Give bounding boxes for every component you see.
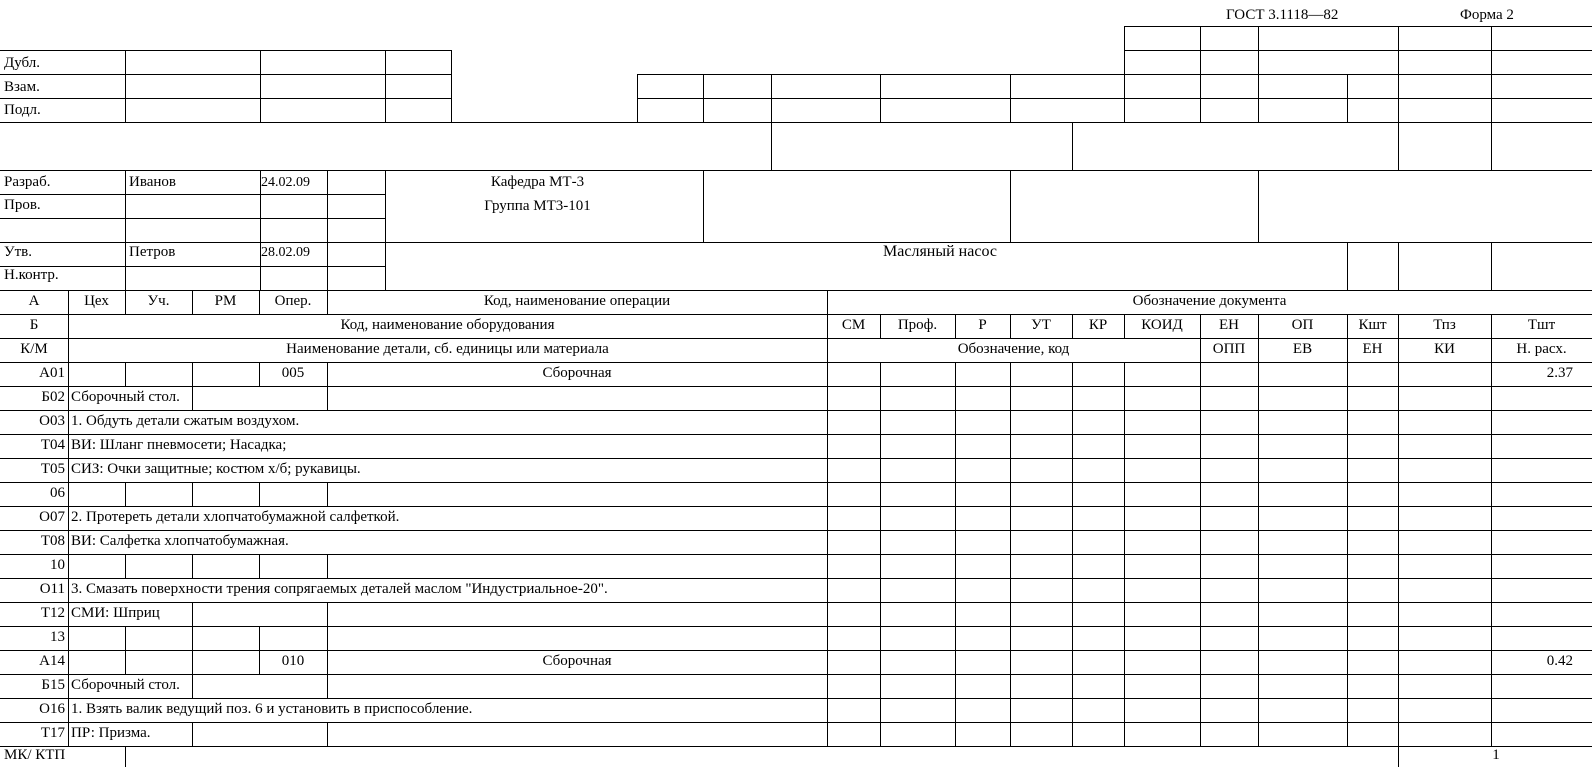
label-utv: Утв. [4,244,33,260]
utv-date: 28.02.09 [261,245,310,260]
label-razrab: Разраб. [4,174,51,190]
col-tpz: Тпз [1433,317,1456,333]
row-code: Т17 [40,725,65,741]
razrab-name: Иванов [129,174,176,190]
row-text: 1. Обдуть детали сжатым воздухом. [71,413,300,429]
razrab-date: 24.02.09 [261,175,310,190]
row-tsht: 2.37 [1546,365,1573,381]
row-text: ВИ: Салфетка хлопчатобумажная. [71,533,289,549]
label-dubl: Дубл. [4,55,41,71]
col-doc: Обозначение документа [1132,293,1287,309]
group: Группа МТ3-101 [484,198,591,214]
page-number: 1 [1492,747,1500,763]
row-text: Сборочный стол. [71,389,180,405]
row-text: СМИ: Шприц [71,605,160,621]
col-r: Р [978,317,987,333]
col-uch: Уч. [147,293,170,309]
product-name: Масляный насос [883,243,997,260]
row-code: Б15 [41,677,65,693]
row-text: Сборочный стол. [71,677,180,693]
col-en: ЕН [1219,317,1239,333]
row-tsht: 0.42 [1546,653,1573,669]
row-text: 3. Смазать поверхности трения сопрягаемых деталей маслом "Индустриальное-20". [71,581,608,597]
col-cm: СМ [841,317,866,333]
col-ki: КИ [1434,341,1455,357]
row-oper: 005 [281,365,305,381]
col-nrash: Н. расх. [1516,341,1567,357]
col-code: Обозначение, код [957,341,1070,357]
row-text: 1. Взять валик ведущий поз. 6 и установить в приспособление. [71,701,473,717]
row-code: Т08 [40,533,65,549]
row-code: Т12 [40,605,65,621]
gost-standard: ГОСТ 3.1118—82 [1226,7,1339,23]
label-vzam: Взам. [4,79,40,95]
col-part: Наименование детали, сб. единицы или материала [286,341,609,357]
col-km: К/М [20,341,48,357]
row-code: Т04 [40,437,65,453]
footer-label: МК/ КТП [4,747,66,763]
col-b: Б [29,317,39,333]
col-equip: Код, наименование оборудования [340,317,555,333]
row-code: О07 [39,509,65,525]
col-ut: УТ [1031,317,1051,333]
col-op: ОП [1291,317,1314,333]
row-code: О11 [39,581,65,597]
row-code: А01 [39,365,65,381]
col-ceh: Цех [84,293,109,309]
row-text: ПР: Призма. [71,725,151,741]
row-text: ВИ: Шланг пневмосети; Насадка; [71,437,287,453]
col-en2: ЕН [1362,341,1383,357]
form-number: Форма 2 [1460,7,1514,23]
col-oper: Опер. [274,293,312,309]
label-prov: Пров. [4,197,41,213]
utv-name: Петров [129,244,176,260]
label-podl: Подл. [4,102,41,118]
row-text: СИЗ: Очки защитные; костюм х/б; рукавицы. [71,461,361,477]
row-op-name: Сборочная [542,365,612,381]
row-oper: 010 [281,653,305,669]
row-code: А14 [39,653,65,669]
col-kpc: Кшт [1358,317,1387,333]
col-koid: КОИД [1141,317,1183,333]
row-code: Т05 [40,461,65,477]
col-kr: КР [1088,317,1108,333]
col-a: А [28,293,40,309]
row-code: О03 [39,413,65,429]
row-text: 2. Протереть детали хлопчатобумажной салфеткой. [71,509,400,525]
col-ev: ЕВ [1292,341,1313,357]
col-prof: Проф. [897,317,938,333]
department: Кафедра МТ-3 [490,174,585,190]
row-code: 10 [50,557,65,573]
col-tsht: Тшт [1527,317,1556,333]
row-code: 06 [50,485,65,501]
col-opp: ОПП [1212,341,1246,357]
row-op-name: Сборочная [542,653,612,669]
row-code: 13 [50,629,65,645]
col-op-name: Код, наименование операции [483,293,671,309]
row-code: Б02 [41,389,65,405]
row-code: О16 [39,701,65,717]
label-nkontr: Н.контр. [4,267,59,283]
col-rm: РМ [214,293,237,309]
